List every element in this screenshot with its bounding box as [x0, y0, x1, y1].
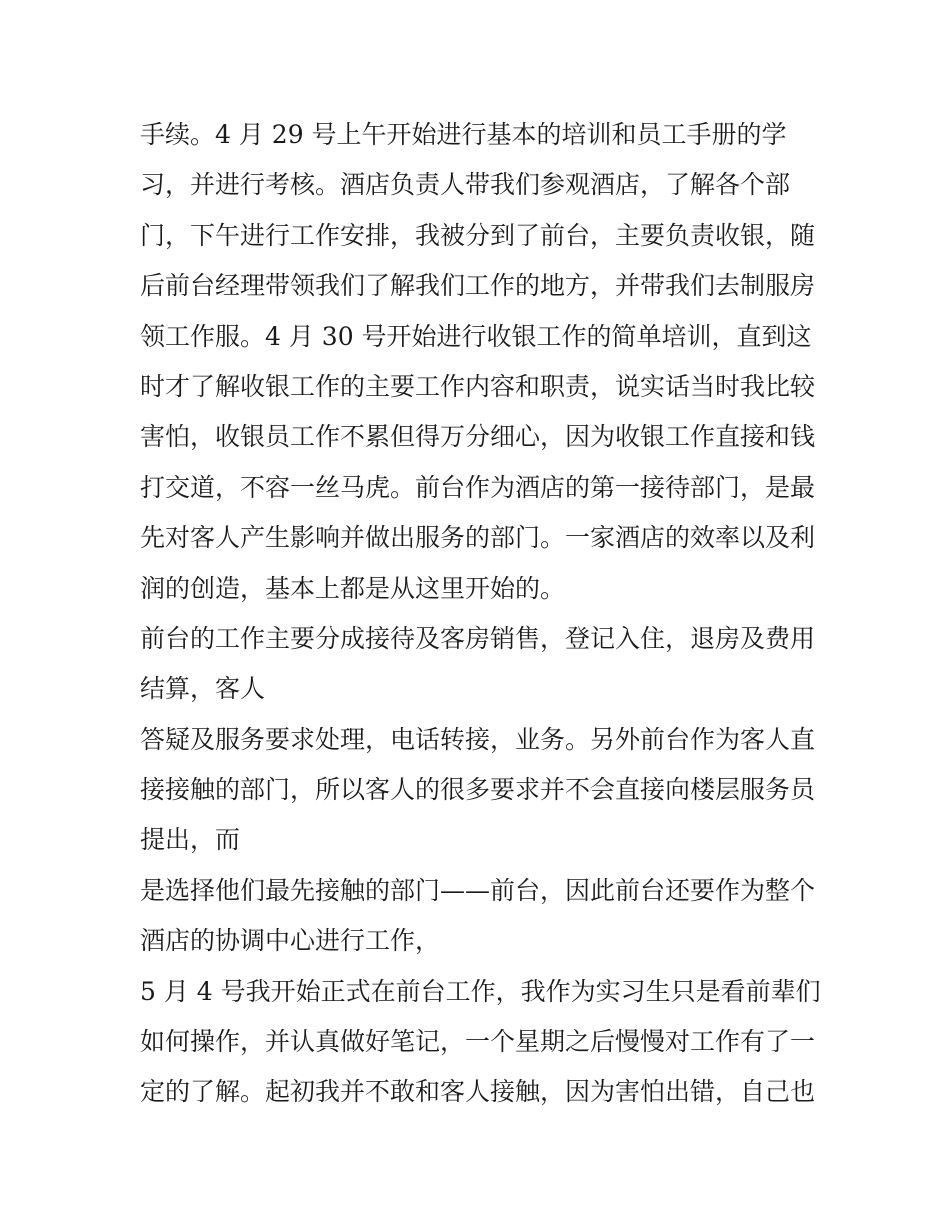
text-line: 接接触的部门，所以客人的很多要求并不会直接向楼层服务员: [140, 775, 816, 805]
body-text: [140, 110, 820, 1118]
text-line: 时才了解收银工作的主要工作内容和职责，说实话当时我比较: [140, 371, 816, 401]
text-line: 是选择他们最先接触的部门——前台，因此前台还要作为整个: [140, 875, 816, 905]
text-line: 提出，而: [140, 825, 241, 855]
text-line: 害怕，收银员工作不累但得万分细心，因为收银工作直接和钱: [140, 422, 816, 452]
text-line: 习，并进行考核。酒店负责人带我们参观酒店，了解各个部: [140, 170, 791, 200]
text-line: 领工作服。4 月 30 号开始进行收银工作的简单培训，直到这: [140, 321, 812, 351]
text-line: 润的创造，基本上都是从这里开始的。: [140, 573, 566, 603]
text-line: 手续。4 月 29 号上午开始进行基本的培训和员工手册的学: [140, 120, 787, 149]
text-line: 结算，客人: [140, 674, 266, 704]
text-line: 打交道，不容一丝马虎。前台作为酒店的第一接待部门，是最: [140, 472, 816, 502]
text-line: 5 月 4 号我开始正式在前台工作，我作为实习生只是看前辈们: [140, 976, 821, 1006]
text-line: 定的了解。起初我并不敢和客人接触，因为害怕出错，自己也: [140, 1077, 816, 1107]
text-line: 答疑及服务要求处理，电话转接，业务。另外前台作为客人直: [140, 724, 816, 754]
text-line: 后前台经理带领我们了解我们工作的地方，并带我们去制服房: [140, 271, 816, 301]
text-line: 门，下午进行工作安排，我被分到了前台，主要负责收银，随: [140, 220, 816, 250]
text-line: 酒店的协调中心进行工作，: [140, 926, 441, 956]
text-line: 前台的工作主要分成接待及客房销售，登记入住，退房及费用: [140, 623, 816, 653]
text-line: 先对客人产生影响并做出服务的部门。一家酒店的效率以及利: [140, 523, 816, 553]
text-line: 如何操作，并认真做好笔记，一个星期之后慢慢对工作有了一: [140, 1027, 816, 1057]
